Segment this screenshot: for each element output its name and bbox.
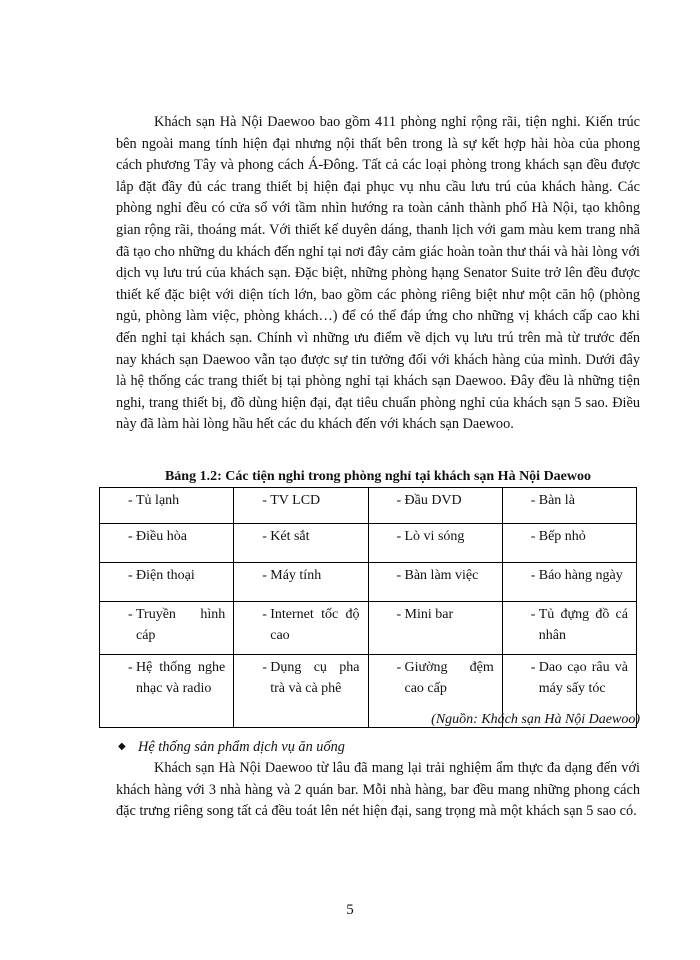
list-dash: - (530, 660, 536, 675)
amenity-label: Hệ thống nghe nhạc và radio (136, 660, 226, 696)
amenity-label: Bếp nhỏ (538, 529, 586, 544)
table-cell (234, 602, 368, 655)
table-cell (368, 602, 502, 655)
amenity-label: Dụng cụ pha trà và cà phê (270, 660, 360, 696)
list-dash: - (396, 568, 402, 583)
amenity-label: Máy tính (270, 568, 322, 583)
amenity-label: Két sắt (270, 529, 310, 544)
list-dash: - (396, 660, 402, 675)
list-dash: - (128, 529, 133, 544)
intro-paragraph: Khách sạn Hà Nội Daewoo bao gồm 411 phòng nghỉ rộng rãi, tiện nghi. Kiến trúc bên ngoài mang tính hiện đại nhưng nội thất bên trong là sự kết hợp hài hòa của phong cách phương Tây và phong cách Á-Đông. Tất cả các loại phòng trong khách sạn đều được lắp đặt đầy đủ các trang thiết bị hiện đại phục vụ nhu cầu lưu trú của khách hàng. Các phòng nghỉ đều có cửa sổ với tầm nhìn hướng ra toàn cảnh thành phố Hà Nội, tạo không gian rộng rãi, thoáng mát. Với thiết kế duyên dáng, thanh lịch với gam màu kem trang nhã đã tạo cho những du khách đến nghỉ tại nơi đây cảm giác hoàn toàn thư thái và hài lòng với dịch vụ lưu trú của khách sạn. Đặc biệt, những phòng hạng Senator Suite trở lên đều được thiết kế đặc biệt với diện tích lớn, bao gồm các phòng riêng biệt như một căn hộ (phòng ngủ, phòng làm việc, phòng khách…) để có thể đáp ứng cho những vị khách cấp cao khi đến nghỉ tại khách sạn. Chính vì những ưu điểm về dịch vụ lưu trú trên mà từ trước đến nay khách sạn Daewoo vẫn tạo được sự tin tưởng đối với khách hàng của mình. Dưới đây là hệ thống các trang thiết bị tại phòng nghỉ tại khách sạn Daewoo. Đây đều là những tiện nghi, trang thiết bị, đồ dùng hiện đại, đạt tiêu chuẩn phòng nghỉ của khách sạn 5 sao. Điều này đã làm hài lòng hầu hết các du khách đến với khách sạn Daewoo. (116, 114, 640, 433)
table-row (100, 563, 637, 602)
list-dash: - (262, 660, 267, 675)
table-caption: Bảng 1.2: Các tiện nghi trong phòng nghỉ tại khách sạn Hà Nội Daewoo (164, 469, 592, 484)
table-source: (Nguồn: Khách sạn Hà Nội Daewoo) (431, 712, 640, 727)
amenity-label: Bàn làm việc (404, 568, 479, 583)
section-heading (118, 736, 345, 758)
amenity-label: TV LCD (270, 493, 321, 508)
amenity-label: Truyền hình cáp (136, 607, 226, 643)
list-dash: - (396, 529, 402, 544)
table-row (100, 524, 637, 563)
list-dash: - (530, 607, 536, 622)
table-cell (368, 563, 502, 602)
table-cell (100, 563, 234, 602)
table-cell (234, 488, 368, 524)
amenity-label: Điện thoại (136, 568, 195, 583)
table-cell (100, 524, 234, 563)
table-cell (368, 524, 502, 563)
amenity-label: Tủ đựng đồ cá nhân (538, 607, 628, 643)
table-cell (502, 524, 636, 563)
list-dash: - (128, 607, 133, 622)
amenity-label: Mini bar (404, 607, 454, 622)
table-cell (100, 488, 234, 524)
page-number: 5 (346, 902, 354, 918)
table-cell (502, 488, 636, 524)
table-cell (234, 563, 368, 602)
amenity-label: Dao cạo râu và máy sấy tóc (538, 660, 628, 696)
list-dash: - (530, 529, 536, 544)
list-dash: - (262, 568, 267, 583)
dining-paragraph: Khách sạn Hà Nội Daewoo từ lâu đã mang lại trải nghiệm ẩm thực đa dạng đến với khách hàng với 3 nhà hàng và 2 quán bar. Mỗi nhà hàng, bar đều mang những phong cách đặc trưng riêng song tất cả đều toát lên nét hiện đại, sang trọng mà một khách sạn 5 sao có. (116, 760, 640, 820)
amenities-table (99, 487, 637, 728)
list-dash: - (128, 568, 133, 583)
amenity-label: Lò vi sóng (404, 529, 465, 544)
table-row (100, 602, 637, 655)
table-cell (100, 602, 234, 655)
list-dash: - (396, 493, 402, 508)
diamond-bullet-icon: ◆ (118, 741, 126, 752)
amenity-label: Bàn là (538, 493, 575, 508)
table-cell (368, 488, 502, 524)
amenity-label: Giường đệm cao cấp (404, 660, 494, 696)
list-dash: - (262, 529, 267, 544)
list-dash: - (530, 568, 536, 583)
list-dash: - (530, 493, 536, 508)
list-dash: - (396, 607, 402, 622)
table-cell (502, 602, 636, 655)
table-cell (502, 563, 636, 602)
amenity-label: Internet tốc độ cao (270, 607, 360, 643)
section-heading-text: Hệ thống sản phẩm dịch vụ ăn uống (138, 739, 345, 755)
list-dash: - (128, 493, 133, 508)
table-row (100, 488, 637, 524)
amenity-label: Tủ lạnh (136, 493, 180, 508)
amenity-label: Điều hòa (136, 529, 187, 544)
table-cell (234, 524, 368, 563)
amenity-label: Đầu DVD (404, 493, 462, 508)
list-dash: - (262, 607, 267, 622)
amenity-label: Báo hàng ngày (538, 568, 623, 583)
list-dash: - (128, 660, 133, 675)
list-dash: - (262, 493, 267, 508)
